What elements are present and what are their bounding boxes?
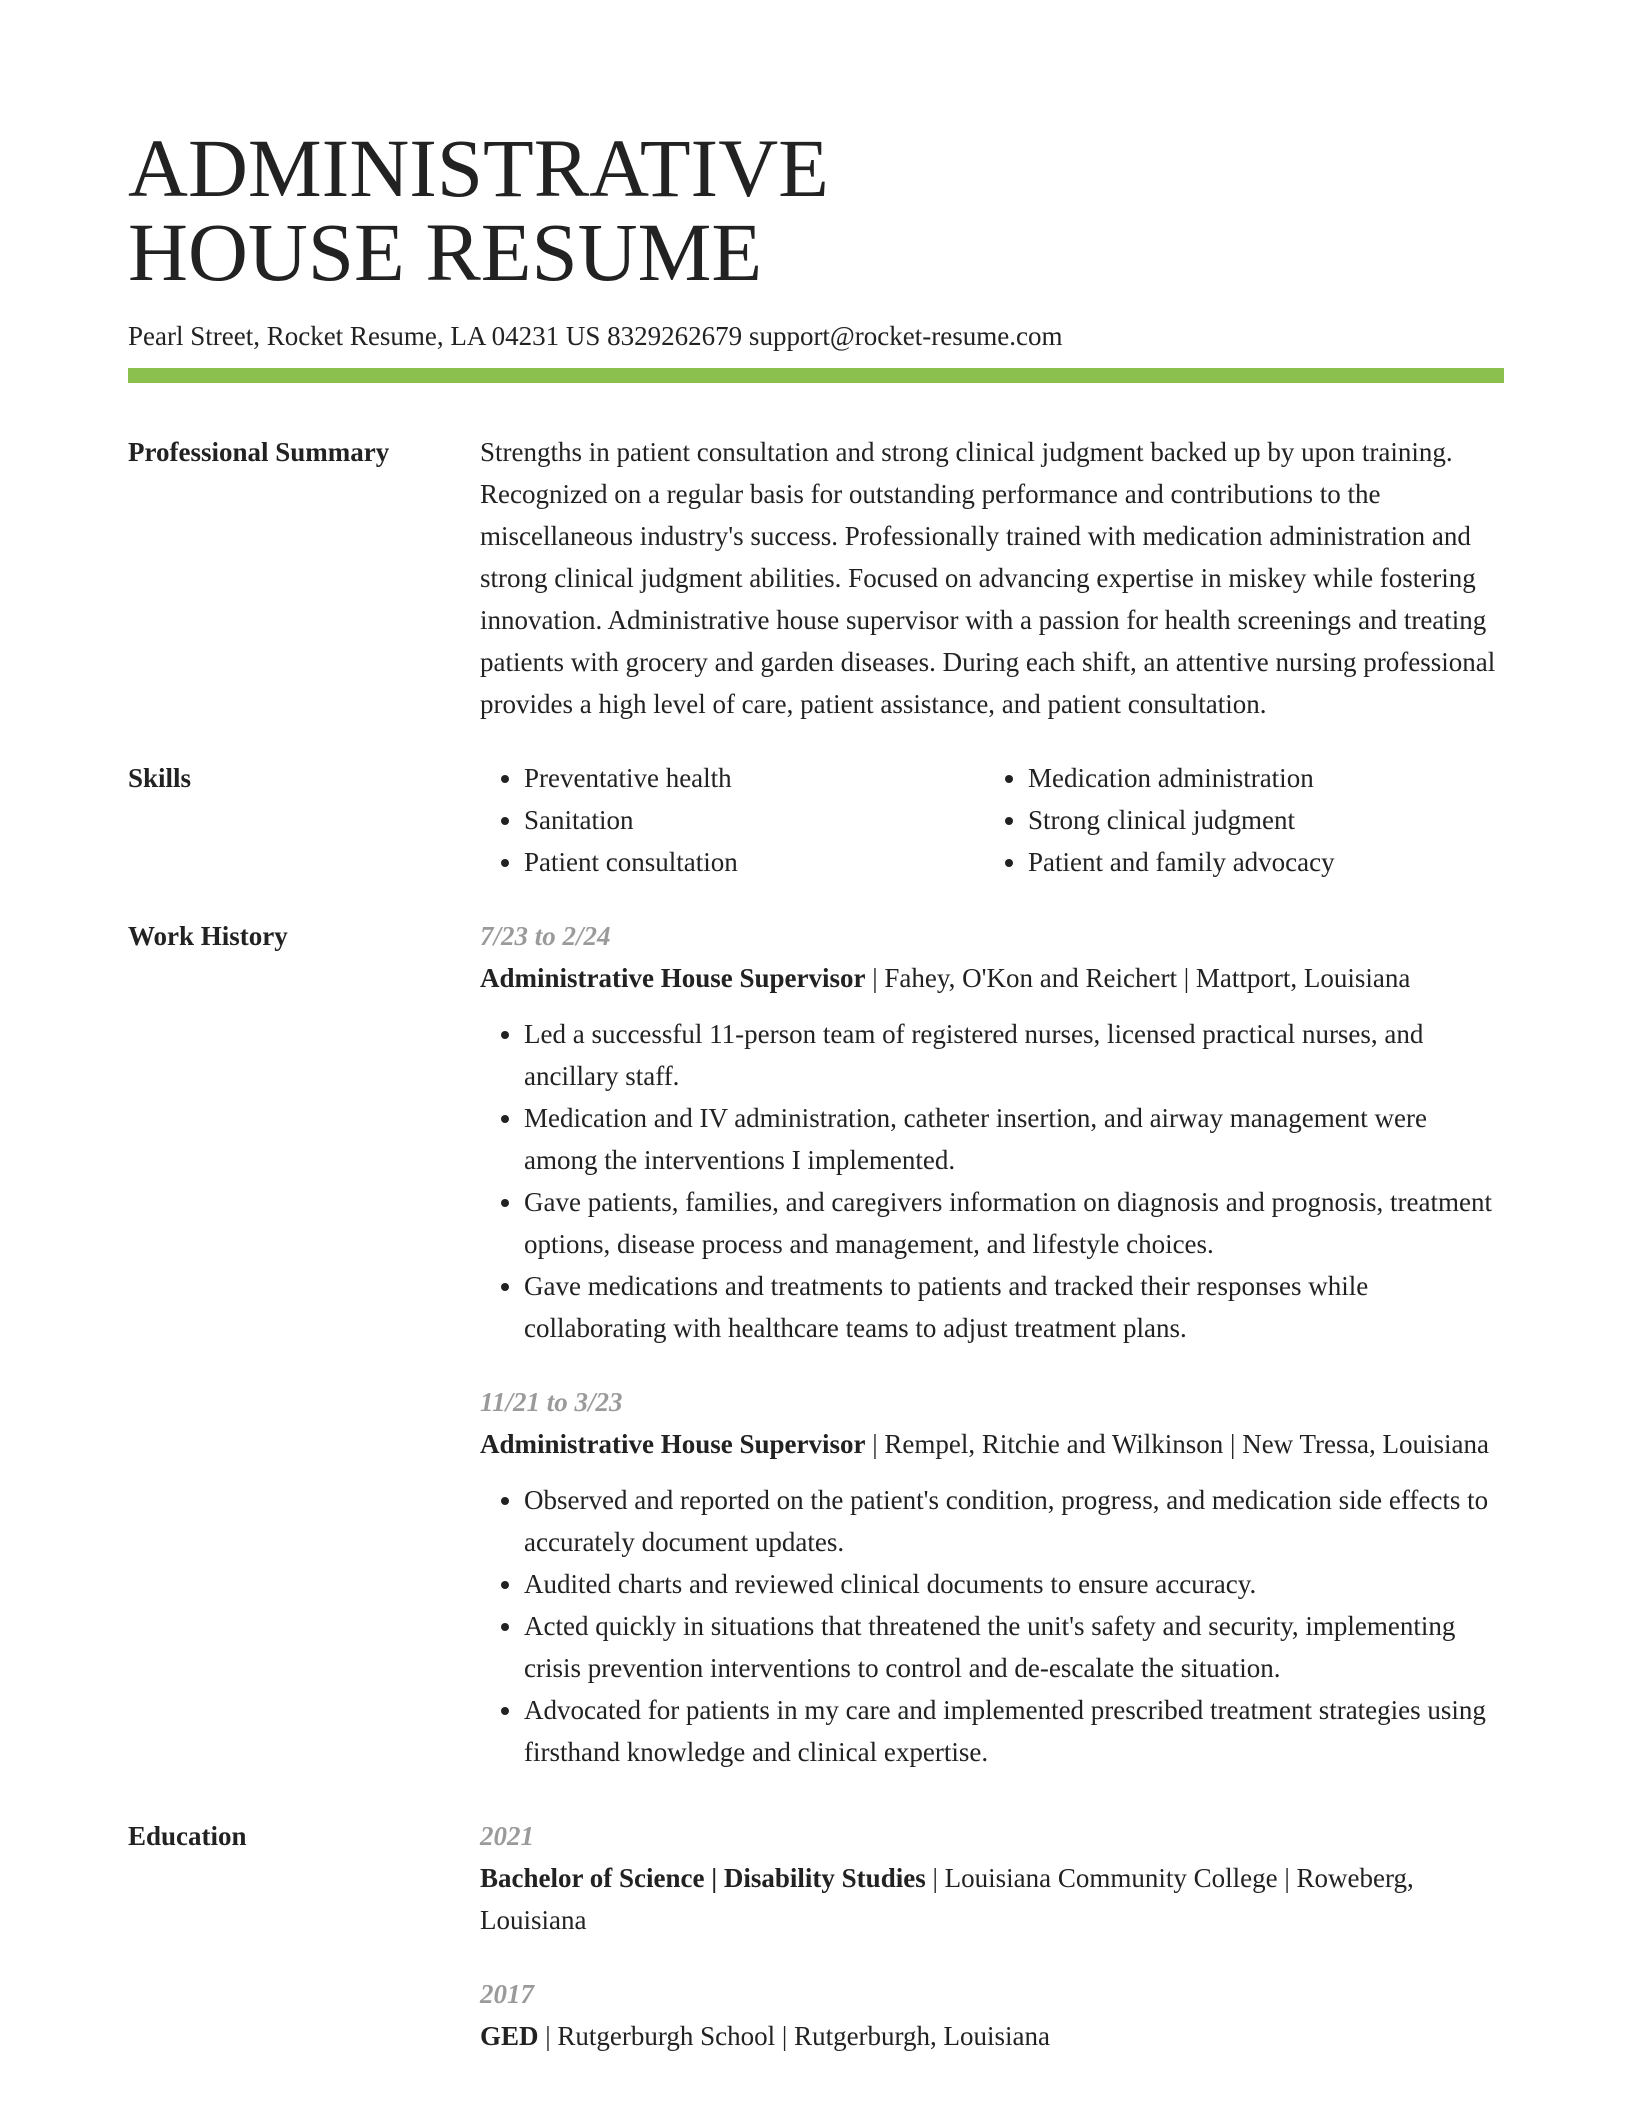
job-bullet: • Observed and reported on the patient's condition, progress, and medication side effects to accurately document updates. — [524, 1479, 1504, 1563]
resume-page — [128, 122, 1504, 2089]
job-bullet: • Audited charts and reviewed clinical documents to ensure accuracy. — [524, 1563, 1504, 1605]
section-label-skills: Skills — [128, 763, 192, 793]
job-title: Administrative House Supervisor — [480, 1429, 866, 1459]
job-entry — [480, 1381, 1504, 1773]
job-entry — [480, 915, 1504, 1349]
education-date: 2021 — [480, 1821, 534, 1851]
education-degree: GED — [480, 2021, 539, 2051]
job-bullet: • Advocated for patients in my care and implemented prescribed treatment strategies using firsthand knowledge and clinical expertise. — [524, 1689, 1504, 1773]
work-history-section — [128, 915, 1504, 1805]
job-dates: 11/21 to 3/23 — [480, 1387, 623, 1417]
section-label-summary: Professional Summary — [128, 437, 390, 467]
education-heading — [480, 1857, 1504, 1941]
skill-item: • Patient and family advocacy — [1028, 841, 1488, 883]
resume-title-line2: HOUSE RESUME — [128, 206, 763, 298]
skill-item: • Sanitation — [524, 799, 984, 841]
education-degree: Bachelor of Science | Disability Studies — [480, 1863, 926, 1893]
resume-title — [128, 122, 1504, 298]
contact-line: Pearl Street, Rocket Resume, LA 04231 US 8329262679 support@rocket-resume.com — [128, 321, 1063, 351]
job-title: Administrative House Supervisor — [480, 963, 866, 993]
skills-section — [128, 757, 1504, 883]
job-bullet: • Gave medications and treatments to patients and tracked their responses while collaborating with healthcare teams to adjust treatment plans. — [524, 1265, 1504, 1349]
job-bullets — [480, 1479, 1504, 1773]
job-heading — [480, 1423, 1504, 1465]
job-bullets — [480, 1013, 1504, 1349]
job-heading — [480, 957, 1504, 999]
job-employer-location: | Fahey, O'Kon and Reichert | Mattport, Louisiana — [865, 963, 1411, 993]
professional-summary-section — [128, 431, 1504, 725]
education-entry — [480, 1815, 1504, 1941]
summary-text: Strengths in patient consultation and strong clinical judgment backed up by upon training. Recognized on a regular basis for outstanding performance and contributions to the miscellaneous industry's success. Professionally trained with medication administration and strong clinical judgment abilities. Focused on advancing expertise in miskey while fostering innovation. Administrative house supervisor with a passion for health screenings and treating patients with grocery and garden diseases. During each shift, an attentive nursing professional provides a high level of care, patient assistance, and patient consultation. — [480, 437, 1496, 719]
section-label-education: Education — [128, 1821, 247, 1851]
skill-item: • Preventative health — [524, 757, 984, 799]
job-bullet: • Gave patients, families, and caregivers information on diagnosis and prognosis, treatment options, disease process and management, and lifestyle choices. — [524, 1181, 1504, 1265]
skills-list-right — [984, 757, 1488, 883]
section-label-work: Work History — [128, 921, 288, 951]
skill-item: • Medication administration — [1028, 757, 1488, 799]
job-employer-location: | Rempel, Ritchie and Wilkinson | New Tressa, Louisiana — [865, 1429, 1489, 1459]
skills-list-left — [480, 757, 984, 883]
education-school-location: | Rutgerburgh School | Rutgerburgh, Louisiana — [538, 2021, 1051, 2051]
accent-divider — [128, 368, 1504, 383]
job-dates: 7/23 to 2/24 — [480, 921, 611, 951]
skills-columns — [480, 757, 1504, 883]
resume-title-line1: ADMINISTRATIVE — [128, 122, 829, 214]
education-heading — [480, 2015, 1504, 2057]
job-bullet: • Medication and IV administration, catheter insertion, and airway management were among the interventions I implemented. — [524, 1097, 1504, 1181]
education-section — [128, 1815, 1504, 2089]
job-bullet: • Acted quickly in situations that threatened the unit's safety and security, implementing crisis prevention interventions to control and de-escalate the situation. — [524, 1605, 1504, 1689]
skill-item: • Patient consultation — [524, 841, 984, 883]
education-school-location: | Louisiana Community College | Roweberg, Louisiana — [480, 1863, 1414, 1935]
education-date: 2017 — [480, 1979, 534, 2009]
education-entry — [480, 1973, 1504, 2057]
job-bullet: • Led a successful 11-person team of registered nurses, licensed practical nurses, and ancillary staff. — [524, 1013, 1504, 1097]
skill-item: • Strong clinical judgment — [1028, 799, 1488, 841]
